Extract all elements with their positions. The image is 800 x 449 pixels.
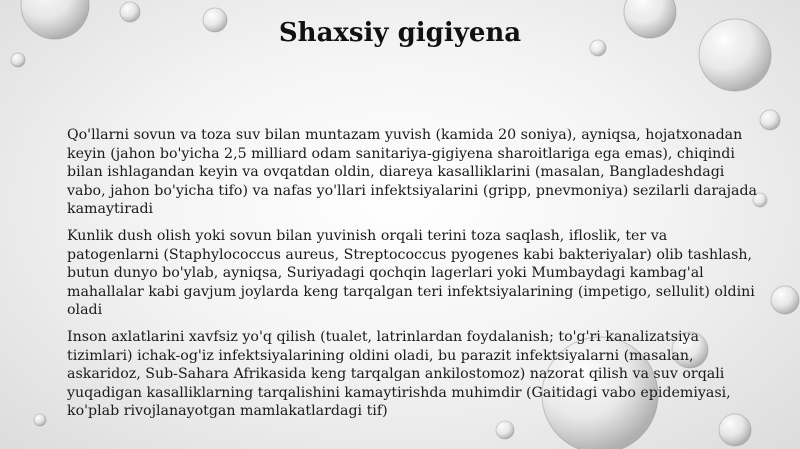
paragraph-hand-washing: Qo'llarni sovun va toza suv bilan muntazam yuvish (kamida 20 soniya), ayniqsa, hojatxonadan keyin (jahon bo'yicha 2,5 milliard odam sanitariya-gigiyena sharoitlariga ega emas), chiqindi bilan ishlagandan keyin va ovqatdan oldin, diareya kasalliklarini (masalan, Bangladeshdagi vabo, jahon bo'yicha tifo) va nafas yo'llari infektsiyalarini (gripp, pnevmoniya) sezilarli darajada kamaytiradi [67, 127, 757, 218]
paragraph-skin-hygiene: Kunlik dush olish yoki sovun bilan yuvinish orqali terini toza saqlash, ifloslik, ter va patogenlarni (Staphylococcus aureus, Streptococcus pyogenes kabi bakteriyalar) olib tashlash, butun dunyo bo'ylab, ayniqsa, Suriyadagi qochqin lagerlari yoki Mumbaydagi kambag'al mahallalar kabi gavjum joylarda keng tarqalgan teri infektsiyalarining (impetigo, sellulit) oldini oladi [67, 227, 755, 319]
slide-title: Shaxsiy gigiyena [278, 18, 522, 48]
paragraph-waste-disposal: Inson axlatlarini xavfsiz yo'q qilish (tualet, latrinlardan foydalanish; to'g'ri kanalizatsiya tizimlari) ichak-og'iz infektsiyalarining oldini oladi, bu parazit infektsiyalarni (masalan, askaridoz, Sub-Sahara Afrikasida keng tarqalgan ankilostomoz) nazorat qilish va suv orqali yuqadigan kasalliklarning tarqalishini kamaytirishda muhimdir (Gaitidagi vabo epidemiyasi, ko'plab rivojlanayotgan mamlakatlardagi tif) [67, 328, 731, 420]
slide-body [67, 126, 757, 429]
